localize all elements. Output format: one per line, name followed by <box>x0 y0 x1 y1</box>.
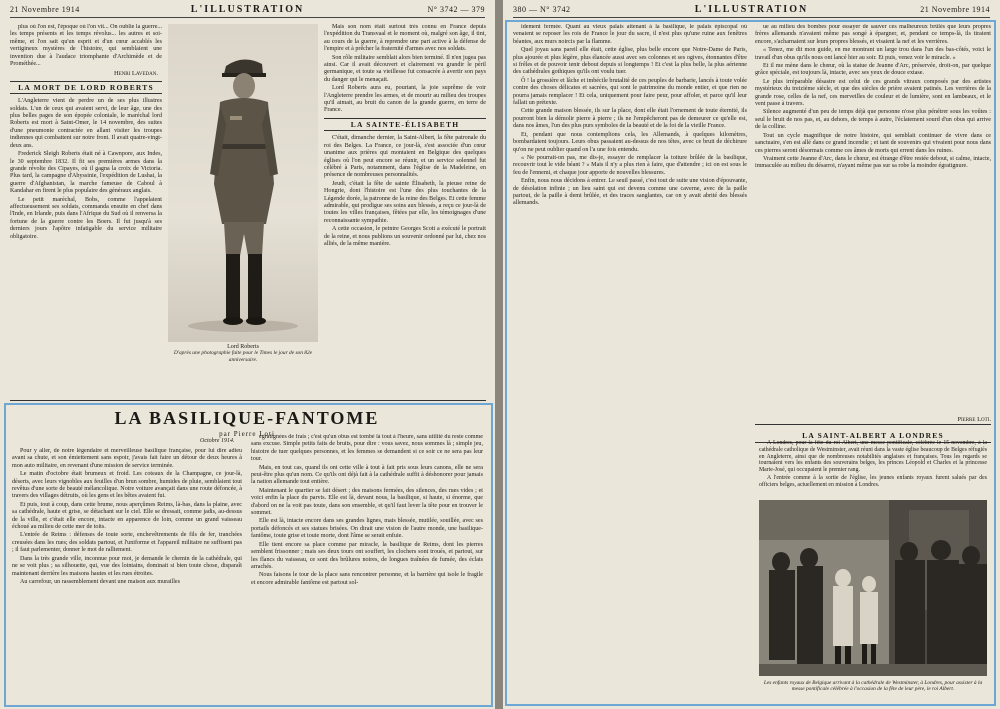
basilique-paragraph: Ô ! la grossière et lâche et imbécile brutalité de ces peuples de barbarie, lancés à toute volée contre des choses délicates et sacrées, qui sont le patrimoine du monde entier, et que rien ne pourra jamais remplacer ! Et cela, uniquement pour faire peur, pour affoler, et parce qu'il leur fallait un prétexte. <box>513 77 747 107</box>
basilique-paragraph: Silence augmenté d'un peu de temps déjà que personne n'ose plus pénétrer sous les voûtes : seul le bruit de nos pas, et, au dehors, de temps à autre, l'éclatement sourd d'un obus qui arrive de la colline. <box>755 109 991 131</box>
right-header-page-number: 380 — N° 3742 <box>513 5 571 14</box>
basilique-paragraph: égratignées de frais ; c'est qu'un obus est tombé là tout à l'heure, sans utilité du reste comme sans excuse. Simple petits faits de bruits, pour dire : vous savez, nous sommes là ; simple jeu, histoire de tuer quelques personnes, et les femmes se demandent si ce soir ce ne sera pas leur tour. <box>251 434 483 463</box>
saint-albert-paragraph: A l'entrée comme à la sortie de l'église, les jeunes enfants royaux furent salués par des officiers belges, actuellement en mission à Londres. <box>759 474 987 488</box>
basilique-article-byline: par Pierre Loti <box>219 430 275 438</box>
sainte-elisabeth-paragraph: C'était, dimanche dernier, la Saint-Albert, la fête patronale du roi des Belges. La France, ce jour-là, s'est associée d'un cœur unanime aux prières qui montaient en Belgique des quelques églises où l'on peut encore se réunir, et un service solennel fut célébré à Paris, notamment, dans l'église de la Madeleine, en présence de nombreuses personnalités. <box>324 135 486 179</box>
basilique-paragraph: Quel joyau sans pareil elle était, cette église, plus belle encore que Notre-Dame de Paris, plus ajourée et plus légère, plus élancée aussi avec ses colonnes et ses ogives, étonnantes d'être si frêles et de pouvoir tenir debout depuis si longtemps ! Et c'est la plus belle, la plus aérienne des cathédrales gothiques qu'ils ont voulu tuer. <box>513 47 747 76</box>
basilique-article-title: LA BASILIQUE-FANTOME <box>114 408 380 428</box>
lord-roberts-caption-name: Lord Roberts <box>227 344 259 350</box>
basilique-column-1 <box>12 448 242 702</box>
right-header-date: 21 Novembre 1914 <box>920 5 990 14</box>
lord-roberts-continued: Mais son nom était surtout très connu en France depuis l'expédition du Transvaal et le moment où, malgré son âge, il tint, au cours de la guerre, à reprendre une part active à la défense de l'empire et à prêcher la fraternité d'armes avec nos soldats. <box>324 24 486 53</box>
basilique-paragraph: Cette grande maison blessée, ils sur la place, dont elle était l'ornement de toute éternité, ils pourront bien la démolir pierre à pierre ; ils ne l'empêcheront pas de demeurer ce qu'elle est, dans nos âmes, l'un des plus purs symboles de la beauté et de la foi de la vieille France. <box>513 108 747 130</box>
lord-roberts-portrait-illustration <box>168 24 318 342</box>
right-page <box>503 0 1000 709</box>
lord-roberts-paragraph: Frederick Sleigh Roberts était né à Cawnpore, aux Indes, le 30 septembre 1832. Il fit ses premières armes dans la grande révolte des Cipayes, où il gagna la croix de Victoria. Plus tard, la campagne d'Abyssinie, l'expédition de Lushai, la guerre d'Afghanistan, la marche fameuse de Caboul à Kandahar en firent le plus populaire des généraux anglais. <box>10 151 162 195</box>
basilique-column-2 <box>251 434 483 702</box>
basilique-paragraph: Vraiment cette Jeanne d'Arc, dans le chœur, est étrange d'être restée debout, si calme, intacte, immaculée au milieu du désarroi, n'ayant même pas sur sa robe la moindre égratignure. <box>755 155 991 170</box>
basilique-paragraph: « Tenez, me dit mon guide, en me montrant un large trou dans l'un des bas-côtés, voici le travail d'un obus qu'ils nous ont lancé hier au soir. Et puis, venez voir le miracle. » <box>755 47 991 61</box>
basilique-continued-column-1 <box>513 24 747 702</box>
basilique-paragraph: Elle tient encore sa place comme par miracle, la basilique de Reims, dont les pierres semblent frissonner ; mais ses deux tours ont souffert, les clochers sont troués, et partout, sur les flancs du vaisseau, ce sont des brûlures noires, de longues traînées de fumée, des éclats arrachés. <box>251 541 483 570</box>
saint-albert-paragraph: A Londres, pour la fête du roi Albert, une messe pontificale, célébrée le 15 novembre, à la cathédrale catholique de Westminster, avait réuni dans la vaste église beaucoup de Belges réfugiés en Angleterre, ainsi que de nombreuses notabilités anglaises et françaises. Tous les regards se tournaient vers les enfants des souverains belges, les princes Léopold et Charles et la princesse Marie-José, qui occupaient le premier rang. <box>759 440 987 474</box>
left-running-head <box>10 4 485 18</box>
basilique-paragraph: Maintenant le quartier se fait désert ; des maisons fermées, des silences, des rues vides ; et voici enfin la place du parvis. Elle est là, devant nous, la basilique, si haute, si énorme, que d'abord on ne la voit pas toute, dans son ensemble, et qu'il faut lever la tête pour en trouver le sommet. <box>251 487 483 517</box>
lord-roberts-caption-credit: D'après une photographie faite pour le Times le jour de son 82e anniversaire. <box>173 350 313 363</box>
lord-roberts-caption <box>168 344 318 363</box>
sainte-elisabeth-paragraph: Jeudi, c'était la fête de sainte Élisabeth, la pieuse reine de Hongrie, dont l'histoire est l'une des plus touchantes de la Légende dorée, la patronne de la reine des Belges. Et cette femme admirable, qui prodigue ses soins aux blessés, a reçu ce jour-là de toutes les villes françaises, fêtées par elle, les témoignages d'une reconnaissante sympathie. <box>324 180 486 224</box>
sainte-elisabeth-heading: LA SAINTE-ÉLISABETH <box>324 118 486 131</box>
lord-roberts-continued: Lord Roberts aura eu, pourtant, la joie suprême de voir l'Angleterre prendre les armes, et de mourir au milieu des troupes qu'il aimait, au bruit du canon de la grande guerre, en terre de France. <box>324 85 486 114</box>
right-header-title: L'ILLUSTRATION <box>694 4 809 15</box>
lord-roberts-photo <box>168 24 318 342</box>
basilique-paragraph: Enfin, nous nous décidons à entrer. Le seuil passé, c'est tout de suite une vision d'épouvante, de désolation infinie ; un lieu saint qui est devenu comme une caverne, avec de la paille partout, de la paille à demi brûlée, et des traces sanglantes, car on y avait abrité des blessés allemands. <box>513 178 747 207</box>
basilique-paragraph: Dans la très grande ville, inconnue pour moi, je demande le chemin de la cathédrale, qui ne se voit plus ; sa silhouette, qui, vue des lointains, dominait si bien toute chose, disparaît maintenant derrière les maisons hautes et les rues étroites. <box>12 555 242 577</box>
page-gutter <box>495 0 503 709</box>
basilique-paragraph: L'entrée de Reims : défenses de toute sorte, enchevêtrements de fils de fer, tranchées creusées dans les rues; des soldats partout, et l'uniforme et l'appareil militaire ne suffisent pas ; il faut parlementer, donner le mot de ralliement. <box>12 532 242 554</box>
lord-roberts-column <box>10 24 162 396</box>
section-divider <box>755 424 991 425</box>
basilique-article-date: Octobre 1914. <box>200 438 235 444</box>
basilique-paragraph: Elle est là, intacte encore dans ses grandes lignes, mais blessée, mutilée, souillée, avec ses portails défoncés et ses statues brisées. On dirait une vision de l'autre monde, une basilique-fantôme, toute grise et toute morte, dont l'âme se serait enfuie. <box>251 518 483 540</box>
sainte-elisabeth-column <box>324 24 486 396</box>
lord-roberts-heading: LA MORT DE LORD ROBERTS <box>10 81 162 94</box>
basilique-continued-column-2 <box>755 24 991 412</box>
westminster-photo <box>759 500 987 676</box>
lavedan-article-ending: plus où l'on est, l'époque où l'on vit... On oublie la guerre... les temps présents et les temps révolus... les autres et soi-même, et l'on sait qu'un esprit et d'un cœur accablés les vertigineux mystères de l'histoire, qui semblaient une invention due à l'audace triomphante d'Archimède et de Prométhée... <box>10 24 162 68</box>
basilique-paragraph: « Ne pourrait-on pas, me dis-je, essayer de remplacer la toiture brûlée de la basilique, recouvrir tout le vide béant ? » Mais il n'y a plus rien à faire, que d'attendre ; ici on est sous le feu de l'ennemi, et chaque jour apporte de nouvelles blessures. <box>513 154 747 176</box>
sainte-elisabeth-paragraph: A cette occasion, le peintre Georges Scott a exécuté le portrait de la reine, et nous publions un souvenir ordonné par lui, chez nos alliés, de la même manière. <box>324 226 486 247</box>
basilique-paragraph: ue au milieu des bombes pour essayer de sauver ces malheureux brûlés que leurs propres frères allemands n'avaient même pas songé à épargner, et, pendant ce temps-là, ils tiraient encore, s'acharnaient sur leurs propres blessés, et visaient la nef et les verrières. <box>755 24 991 45</box>
saint-albert-text <box>759 440 987 498</box>
basilique-paragraph: Pour y aller, de notre légendaire et merveilleuse basilique française, pour lui dire adieu avant sa chute, et son émiettement sans espoir, j'avais fait faire un détour de deux heures à mon auto militaire, en revenant d'une mission de service terminée. <box>12 448 242 469</box>
section-divider <box>10 400 486 401</box>
lord-roberts-continued: Son rôle militaire semblait alors bien terminé. Il n'en jugea pas ainsi. Car il avait découvert et clairement vu grandir le péril germanique, et toute sa vieillesse fut consacrée à avertir son pays du danger qui le menaçait. <box>324 54 486 83</box>
lavedan-signature: Henri Lavedan. <box>113 70 158 78</box>
basilique-paragraph: Le plus irréparable désastre est celui de ces grands vitraux composés par des artistes mystérieux du treizième siècle, et que des siècles de prière avaient patinés. Les verrières de la grande rose, celles de la nef, ces merveilles de couleur et de lumière, sont en lambeaux, et le vent passe à travers. <box>755 78 991 108</box>
basilique-paragraph: Tout un cycle magnifique de notre histoire, qui semblait continuer de vivre dans ce sanctuaire, s'en est allé dans ce grand incendie ; et tant de souvenirs qui vivaient pour nous dans ces pierres seront désormais comme ces âmes de morts qui errent dans les ruines. <box>755 132 991 154</box>
basilique-paragraph: Et il me mène dans le chœur, où la statue de Jeanne d'Arc, préservée, droit-on, par quelque grâce spéciale, est toujours là, intacte, avec ses yeux de douce extase. <box>755 63 991 77</box>
right-running-head <box>513 4 990 18</box>
basilique-paragraph: Au carrefour, un rassemblement devant une maison aux murailles <box>20 578 181 585</box>
lord-roberts-paragraph: L'Angleterre vient de perdre un de ses plus illustres soldats. L'un de ceux qui avaient servi, de leur âge, une des plus belles pages de son épopée coloniale, le maréchal lord Roberts est mort à Saint-Omer, le 14 novembre, des suites d'une pneumonie contractée en allant visiter les troupes indiennes qui combattent sur notre front. Il avait quatre-vingt-deux ans. <box>10 98 162 149</box>
left-header-page-number: N° 3742 — 379 <box>427 5 485 14</box>
basilique-paragraph: Et, pendant que nous contemplions cela, les Allemands, à quelques kilomètres, bombardaient toujours. Leurs obus passaient au-dessus de nos têtes, avec ce bruit de déchirure qu'on ne peut oublier quand on l'a une fois entendu. <box>513 131 747 153</box>
royal-children-arrival-illustration <box>759 500 987 676</box>
basilique-paragraph: Le matin d'octobre était brumeux et froid. Les coteaux de la Champagne, ce jour-là, déserts, avec leurs vignobles aux feuilles d'un brun sombre, humides de pluie, semblaient tout revêtus d'une sorte de beauté mélancolique. Notre voiture avançait dans une route défoncée, à travers des villages détruits, où les gens et les bêtes avaient fui. <box>12 471 242 500</box>
saint-albert-heading: LA SAINT-ALBERT A LONDRES <box>755 429 991 443</box>
basilique-paragraph: Et puis, tout à coup, dans cette brume, nous aperçûmes Reims, là-bas, dans la plaine, avec sa cathédrale, haute et grise, se détachant sur le ciel. Elle se dressait, comme jadis, au-dessus de la ville, et c'était elle encore, intacte en apparence de loin, comme un grand vaisseau échoué au milieu de cette mer de toits. <box>12 501 242 531</box>
left-header-date: 21 Novembre 1914 <box>10 5 80 14</box>
basilique-paragraph: Nous faisons le tour de la place sans rencontrer personne, et la barrière qui isole le fragile et encore admirable fantôme est partout sol- <box>251 572 483 586</box>
basilique-paragraph: Mais, en tout cas, quand ils ont cette ville à tout à fait pris sous leurs canons, elle ne sera peut-être plus qu'un nom. Ce qu'ils ont déjà fait à la cathédrale suffit à déshonorer pour jamais la nation allemande tout entière. <box>251 464 483 486</box>
left-header-title: L'ILLUSTRATION <box>190 4 305 15</box>
westminster-photo-caption: Les enfants royaux de Belgique arrivant à la cathédrale de Westminster, à Londres, pour assister à la messe pontificale célébrée à l'occasion de la fête de leur père, le roi Albert. <box>763 680 983 693</box>
lord-roberts-paragraph: Le petit maréchal, Bobs, comme l'appelaient affectueusement ses soldats, commanda ensuite en chef dans l'Inde, en Irlande, puis dans l'Afrique du Sud où il renversa la fortune de la guerre contre les Boers. Il fut jusqu'à ses derniers jours l'apôtre infatigable du service militaire obligatoire. <box>10 196 162 240</box>
left-page <box>0 0 495 709</box>
basilique-paragraph: idement fermée. Quant au vieux palais attenant à la basilique, le palais épiscopal où venaient se reposer les rois de France le jour du sacre, il n'est plus qu'une ruine aux fenêtres béantes, aux murs noircis par la flamme. <box>513 24 747 45</box>
loti-signature: Pierre Loti. <box>957 416 991 423</box>
